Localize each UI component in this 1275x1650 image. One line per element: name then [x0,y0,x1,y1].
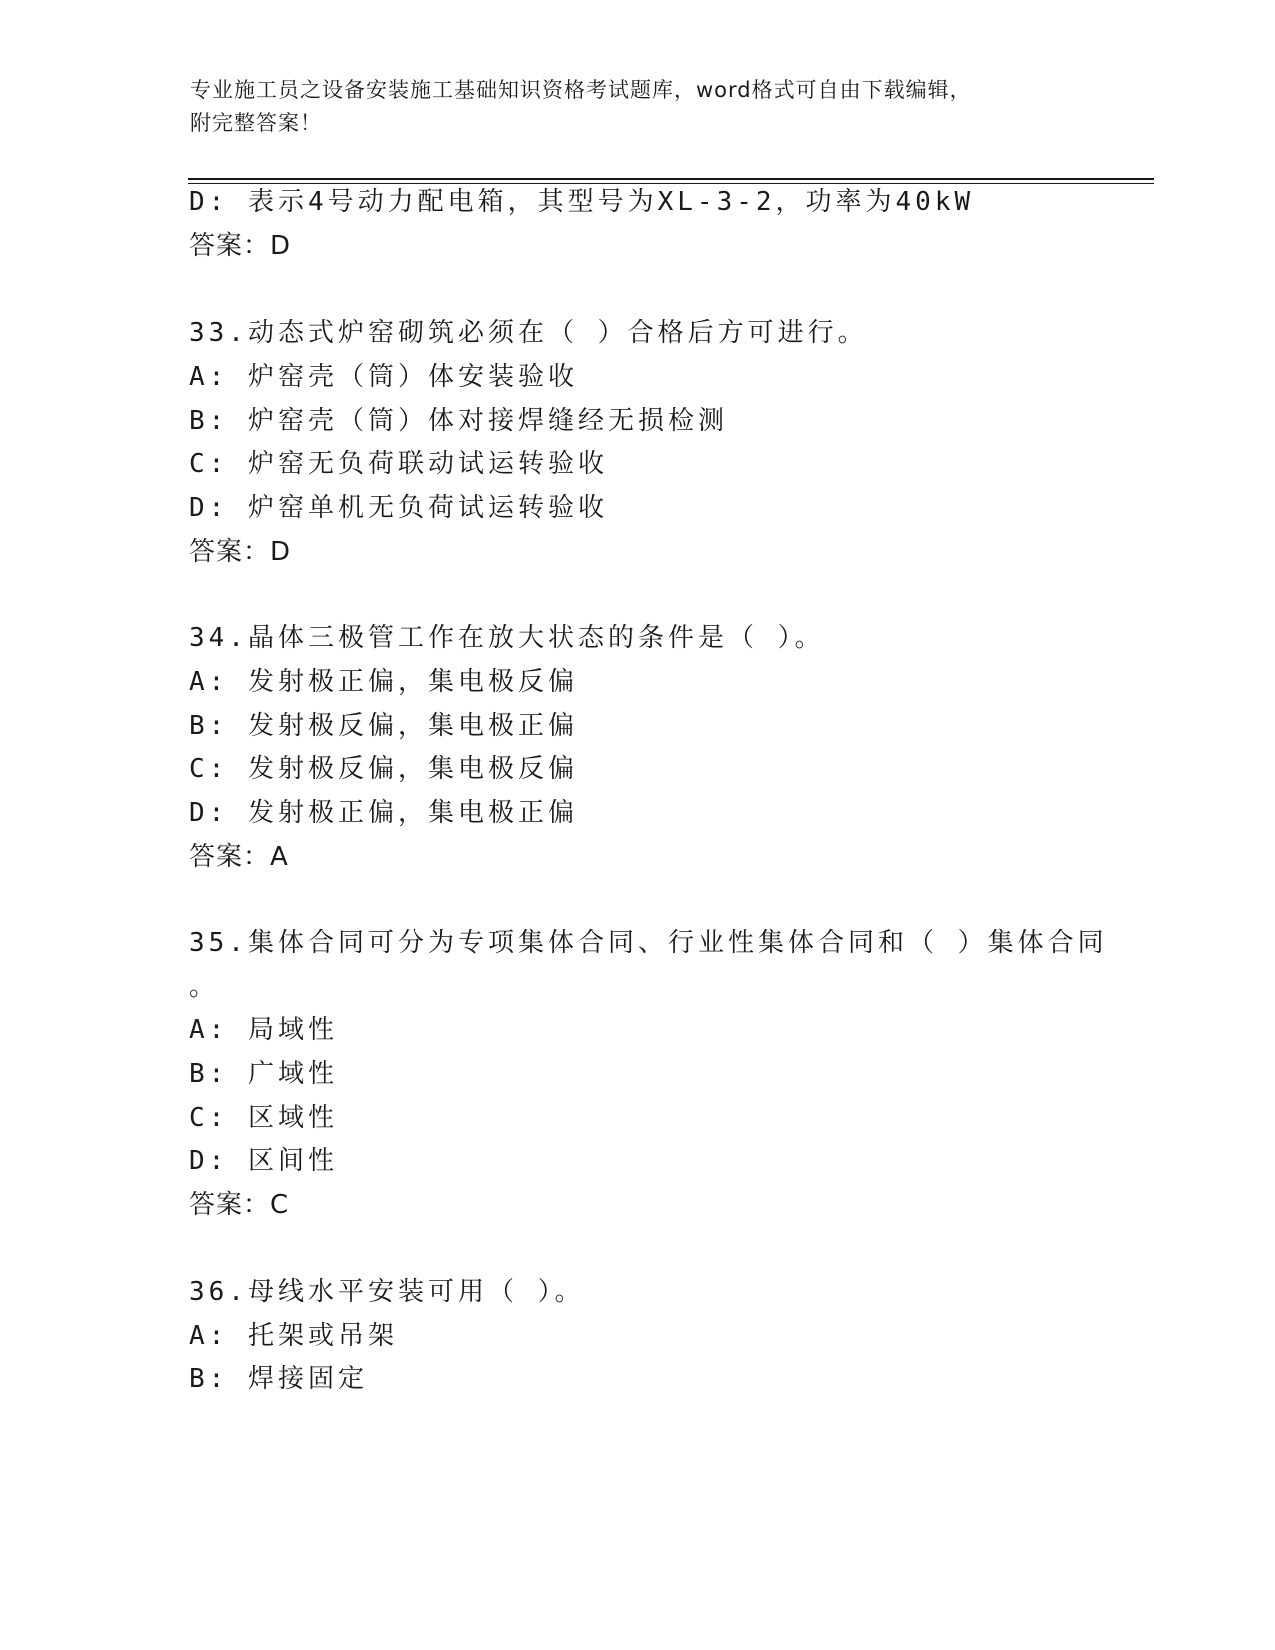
question-34-option-c: C: 发射极反偏，集电极反偏 [189,754,578,784]
question-34-stem: 34.晶体三极管工作在放大状态的条件是（ ）。 [189,623,825,653]
question-36-option-a: A: 托架或吊架 [189,1321,398,1351]
document-header [190,74,1090,140]
question-35-option-c: C: 区域性 [189,1103,338,1133]
question-34-answer: 答案：A [189,842,289,872]
question-35-option-a: A: 局域性 [189,1015,338,1045]
question-35-option-b: B: 广域性 [189,1059,338,1089]
question-33-option-a: A: 炉窑壳（筒）体安装验收 [189,362,578,392]
question-34-option-a: A: 发射极正偏，集电极反偏 [189,667,578,697]
header-line-1: 专业施工员之设备安装施工基础知识资格考试题库，word格式可自由下载编辑， [190,78,972,102]
question-34-option-d: D: 发射极正偏，集电极正偏 [189,798,578,828]
question-34-option-b: B: 发射极反偏，集电极正偏 [189,711,578,741]
question-35-option-d: D: 区间性 [189,1146,338,1176]
question-33-stem: 33.动态式炉窑砌筑必须在（ ）合格后方可进行。 [189,318,868,348]
question-35-answer: 答案：C [189,1190,290,1220]
header-divider-thin [188,183,1154,184]
question-33-option-c: C: 炉窑无负荷联动试运转验收 [189,449,608,479]
header-line-2: 附完整答案！ [190,111,322,135]
question-33-option-d: D: 炉窑单机无负荷试运转验收 [189,493,608,523]
question-35-stem-continued: 。 [189,972,220,1002]
question-36-option-b: B: 焊接固定 [189,1364,368,1394]
question-33-option-b: B: 炉窑壳（筒）体对接焊缝经无损检测 [189,406,728,436]
prev-answer: 答案：D [189,231,292,261]
prev-option-d: D: 表示4号动力配电箱，其型号为XL-3-2，功率为40kW [189,187,975,217]
question-35-stem: 35.集体合同可分为专项集体合同、行业性集体合同和（ ）集体合同 [189,928,1108,958]
question-36-stem: 36.母线水平安装可用（ ）。 [189,1277,585,1307]
question-33-answer: 答案：D [189,537,292,567]
header-divider-thick [188,178,1154,180]
